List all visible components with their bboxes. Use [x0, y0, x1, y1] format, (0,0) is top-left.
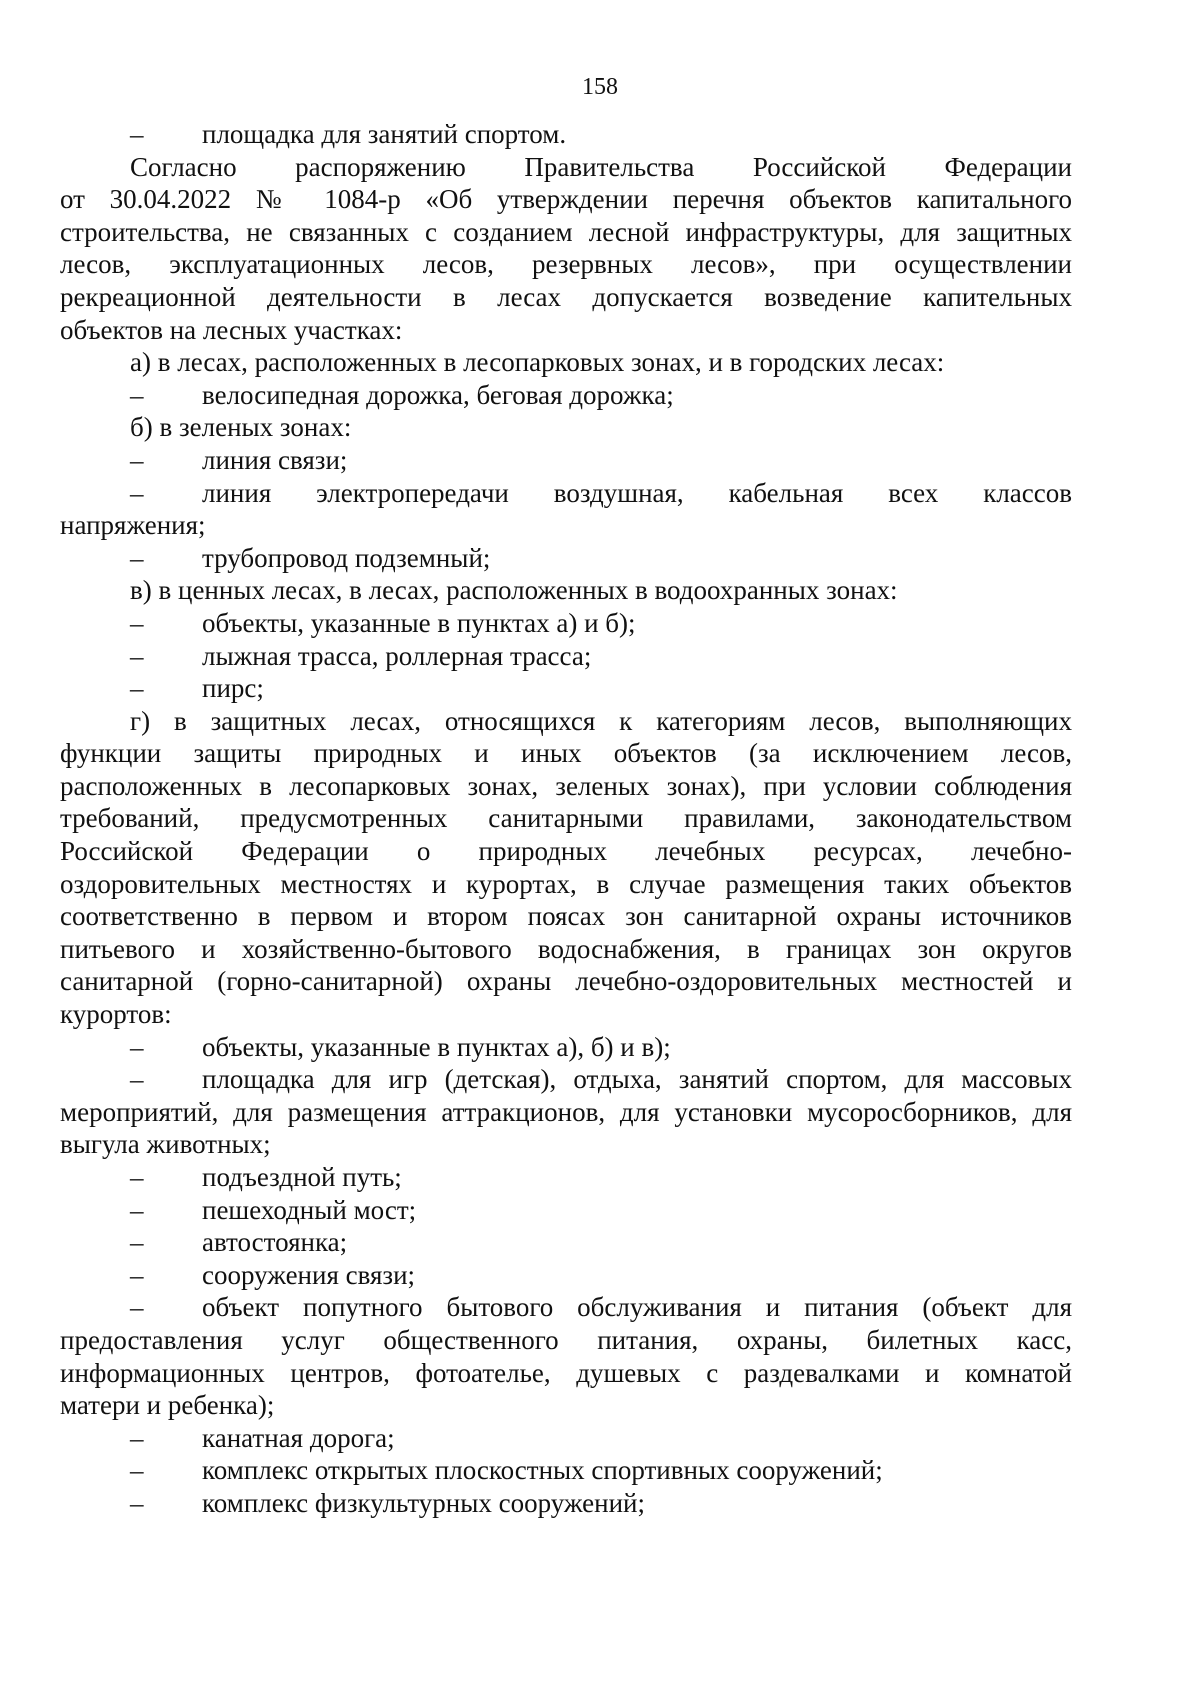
- line-text: а) в лесах, расположенных в лесопарковых зонах, и в городских лесах:: [130, 347, 945, 378]
- text-line: [60, 1357, 1072, 1390]
- list-dash: –: [130, 1162, 144, 1192]
- line-text: в) в ценных лесах, в лесах, расположенных в водоохранных зонах:: [130, 575, 898, 606]
- line-text: б) в зеленых зонах:: [130, 412, 352, 443]
- line-text: санитарной (горно-санитарной) охраны лечебно-оздоровительных местностей и: [60, 966, 1072, 997]
- list-dash: –: [130, 1455, 144, 1486]
- text-line: [60, 281, 1072, 314]
- text-line: [60, 118, 1072, 151]
- line-text: автостоянка;: [202, 1227, 348, 1258]
- text-line: [60, 477, 1072, 510]
- text-line: [60, 444, 1072, 477]
- text-line: [60, 1389, 1072, 1422]
- text-line: [60, 640, 1072, 673]
- list-dash: –: [130, 1227, 144, 1258]
- text-line: [60, 770, 1072, 803]
- list-dash: –: [130, 379, 144, 410]
- text-line: [60, 509, 1072, 542]
- list-dash: –: [130, 542, 144, 573]
- line-text: оздоровительных местностях и курортах, в случае размещения таких объектов: [60, 868, 1072, 899]
- line-text: мероприятий, для размещения аттракционов, для установки мусоросборников, для: [60, 1096, 1072, 1127]
- text-line: [60, 248, 1072, 281]
- line-text: соответственно в первом и втором поясах зон санитарной охраны источников: [60, 901, 1072, 932]
- document-body: [60, 118, 1072, 1520]
- line-text: информационных центров, фотоателье, душевых с раздевалками и комнатой: [60, 1357, 1072, 1388]
- list-dash: –: [130, 1259, 144, 1290]
- line-text: Российской Федерации о природных лечебных ресурсах, лечебно-: [60, 836, 1072, 867]
- page-number: 158: [582, 74, 618, 100]
- line-text: площадка для игр (детская), отдыха, занятий спортом, для массовых: [202, 1064, 1072, 1095]
- list-dash: –: [130, 640, 144, 671]
- text-line: [60, 1291, 1072, 1324]
- line-text: площадка для занятий спортом.: [202, 119, 567, 149]
- line-text: от 30.04.2022 № 1084-р «Об утверждении перечня объектов капитального: [60, 184, 1072, 215]
- text-line: [60, 1063, 1072, 1096]
- line-text: пирс;: [202, 673, 264, 704]
- list-dash: –: [130, 1422, 144, 1453]
- line-text: сооружения связи;: [202, 1259, 416, 1290]
- text-line: [60, 216, 1072, 249]
- text-line: [60, 411, 1072, 444]
- text-line: [60, 183, 1072, 216]
- list-dash: –: [130, 1487, 144, 1518]
- line-text: объектов на лесных участках:: [60, 314, 403, 345]
- list-dash: –: [130, 119, 144, 149]
- line-text: комплекс открытых плоскостных спортивных сооружений;: [202, 1455, 883, 1486]
- text-line: [60, 379, 1072, 412]
- text-line: [60, 346, 1072, 379]
- line-text: объекты, указанные в пунктах а) и б);: [202, 607, 636, 638]
- text-line: [60, 1031, 1072, 1064]
- line-text: строительства, не связанных с созданием лесной инфраструктуры, для защитных: [60, 216, 1072, 247]
- list-dash: –: [130, 1194, 144, 1225]
- line-text: пешеходный мост;: [202, 1194, 417, 1225]
- list-dash: –: [130, 1064, 144, 1095]
- text-line: [60, 672, 1072, 705]
- text-line: [60, 151, 1072, 184]
- text-line: [60, 1128, 1072, 1161]
- list-dash: –: [130, 444, 144, 475]
- text-line: [60, 965, 1072, 998]
- text-line: [60, 868, 1072, 901]
- line-text: комплекс физкультурных сооружений;: [202, 1487, 646, 1518]
- line-text: курортов:: [60, 999, 172, 1030]
- text-line: [60, 1422, 1072, 1455]
- text-line: [60, 1194, 1072, 1227]
- text-line: [60, 835, 1072, 868]
- list-dash: –: [130, 477, 144, 508]
- list-dash: –: [130, 1031, 144, 1062]
- text-line: [60, 1096, 1072, 1129]
- text-line: [60, 574, 1072, 607]
- text-line: [60, 1161, 1072, 1194]
- text-line: [60, 900, 1072, 933]
- text-line: [60, 607, 1072, 640]
- text-line: [60, 933, 1072, 966]
- text-line: [60, 1324, 1072, 1357]
- line-text: линия связи;: [202, 444, 348, 475]
- text-line: [60, 542, 1072, 575]
- line-text: лыжная трасса, роллерная трасса;: [202, 640, 592, 671]
- text-line: [60, 802, 1072, 835]
- line-text: объекты, указанные в пунктах а), б) и в);: [202, 1031, 671, 1062]
- line-text: напряжения;: [60, 510, 206, 541]
- line-text: велосипедная дорожка, беговая дорожка;: [202, 379, 674, 410]
- line-text: лесов, эксплуатационных лесов, резервных лесов», при осуществлении: [60, 249, 1072, 280]
- line-text: канатная дорога;: [202, 1422, 395, 1453]
- list-dash: –: [130, 673, 144, 704]
- line-text: линия электропередачи воздушная, кабельная всех классов: [202, 477, 1072, 508]
- line-text: функции защиты природных и иных объектов (за исключением лесов,: [60, 738, 1072, 769]
- line-text: рекреационной деятельности в лесах допускается возведение капительных: [60, 281, 1072, 312]
- line-text: выгула животных;: [60, 1129, 271, 1160]
- text-line: [60, 314, 1072, 347]
- line-text: г) в защитных лесах, относящихся к категориям лесов, выполняющих: [130, 705, 1072, 736]
- line-text: предоставления услуг общественного питания, охраны, билетных касс,: [60, 1324, 1072, 1355]
- text-line: [60, 1259, 1072, 1292]
- text-line: [60, 737, 1072, 770]
- text-line: [60, 1226, 1072, 1259]
- line-text: питьевого и хозяйственно-бытового водоснабжения, в границах зон округов: [60, 933, 1072, 964]
- list-dash: –: [130, 607, 144, 638]
- text-line: [60, 1454, 1072, 1487]
- line-text: Согласно распоряжению Правительства Российской Федерации: [130, 151, 1072, 182]
- line-text: подъездной путь;: [202, 1162, 402, 1192]
- line-text: матери и ребенка);: [60, 1390, 275, 1421]
- line-text: трубопровод подземный;: [202, 542, 491, 573]
- text-line: [60, 1487, 1072, 1520]
- text-line: [60, 998, 1072, 1031]
- text-line: [60, 705, 1072, 738]
- line-text: объект попутного бытового обслуживания и питания (объект для: [202, 1292, 1072, 1323]
- line-text: расположенных в лесопарковых зонах, зеленых зонах), при условии соблюдения: [60, 770, 1072, 801]
- list-dash: –: [130, 1292, 144, 1323]
- line-text: требований, предусмотренных санитарными правилами, законодательством: [60, 803, 1072, 834]
